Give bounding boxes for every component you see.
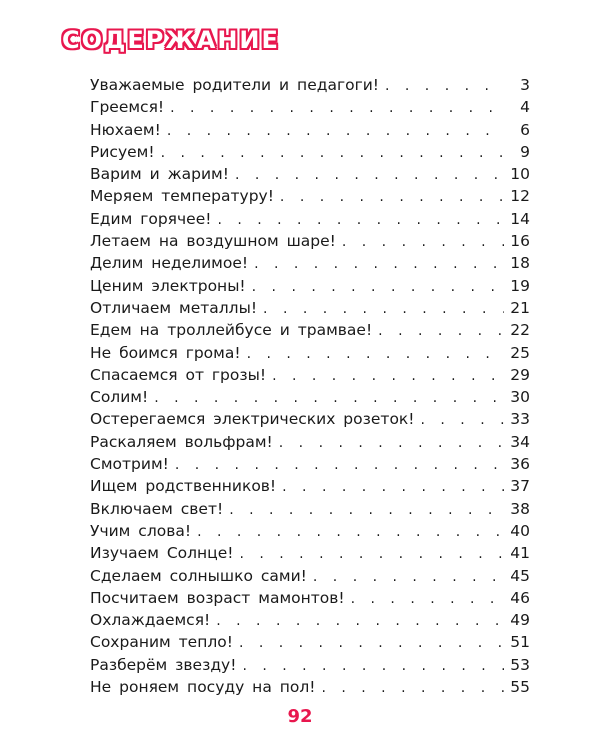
toc-entry-page: 30 [510,388,530,407]
toc-entry-title: Варим и жарим! [90,165,229,184]
dot-leader [421,409,505,431]
toc-entry-title: Не боимся грома! [90,343,241,362]
dot-leader [216,610,504,632]
toc-entry-page: 51 [510,633,530,652]
table-of-contents [90,74,530,698]
toc-entry-page: 16 [510,232,530,251]
toc-entry [90,520,530,542]
toc-entry [90,498,530,520]
toc-entry-title: Сохраним тепло! [90,633,233,652]
toc-entry [90,74,530,96]
dot-leader [161,142,504,164]
toc-entry-title: Сделаем солнышко сами! [90,566,307,585]
toc-entry-title: Остерегаемся электрических розеток! [90,410,415,429]
dot-leader [378,320,504,342]
toc-entry [90,119,530,141]
toc-entry-title: Греемся! [90,98,165,117]
toc-entry-title: Раскаляем вольфрам! [90,432,273,451]
toc-entry-title: Включаем свет! [90,499,224,518]
page-title [62,26,280,54]
dot-leader [247,343,504,365]
toc-entry-title: Отличаем металлы! [90,298,258,317]
toc-entry-page: 4 [520,98,530,117]
dot-leader [239,632,504,654]
dot-leader [242,655,504,677]
toc-entry-title: Рисуем! [90,142,155,161]
toc-entry [90,676,530,698]
dot-leader [263,298,504,320]
toc-entry-page: 9 [520,142,530,161]
toc-entry-page: 38 [510,499,530,518]
dot-leader [229,499,504,521]
toc-entry [90,587,530,609]
page-title-text: СОДЕРЖАНИЕ [62,26,280,54]
toc-entry [90,275,530,297]
toc-entry [90,252,530,274]
toc-entry-title: Меряем температуру! [90,187,274,206]
toc-entry [90,609,530,631]
toc-entry-page: 22 [510,321,530,340]
dot-leader [321,677,504,699]
toc-entry-page: 55 [510,678,530,697]
toc-entry-title: Спасаемся от грозы! [90,365,267,384]
toc-entry-title: Ценим электроны! [90,276,246,295]
dot-leader [175,454,504,476]
dot-leader [235,164,504,186]
toc-entry-page: 12 [510,187,530,206]
toc-entry-page: 34 [510,432,530,451]
toc-entry-page: 18 [510,254,530,273]
toc-entry-title: Делим неделимое! [90,254,249,273]
toc-entry-page: 40 [510,521,530,540]
dot-leader [351,588,504,610]
dot-leader [154,387,504,409]
toc-entry [90,163,530,185]
toc-entry-title: Разберём звезду! [90,655,237,674]
toc-entry [90,185,530,207]
toc-entry [90,475,530,497]
dot-leader [254,253,504,275]
toc-entry-title: Солим! [90,388,149,407]
toc-entry [90,319,530,341]
toc-entry-title: Посчитаем возраст мамонтов! [90,588,345,607]
toc-entry-page: 14 [510,209,530,228]
toc-entry-title: Учим слова! [90,521,192,540]
toc-entry-title: Нюхаем! [90,120,161,139]
toc-entry-title: Смотрим! [90,455,169,474]
toc-entry-page: 41 [510,544,530,563]
toc-entry-page: 45 [510,566,530,585]
dot-leader [272,365,504,387]
toc-entry-page: 10 [510,165,530,184]
dot-leader [217,209,504,231]
toc-entry [90,408,530,430]
dot-leader [282,476,504,498]
dot-leader [197,521,504,543]
dot-leader [239,543,504,565]
toc-entry-page: 36 [510,455,530,474]
toc-entry [90,342,530,364]
toc-entry [90,141,530,163]
toc-entry-page: 25 [510,343,530,362]
toc-entry [90,654,530,676]
dot-leader [313,566,504,588]
toc-entry-page: 29 [510,365,530,384]
toc-entry-title: Едем на троллейбусе и трамвае! [90,321,373,340]
toc-entry-page: 3 [520,76,530,94]
toc-entry-page: 33 [510,410,530,429]
dot-leader [280,186,504,208]
toc-entry [90,631,530,653]
toc-entry [90,96,530,118]
dot-leader [279,432,504,454]
toc-entry [90,230,530,252]
toc-entry-title: Едим горячее! [90,209,212,228]
dot-leader [252,276,504,298]
toc-entry [90,565,530,587]
toc-entry-title: Летаем на воздушном шаре! [90,232,336,251]
toc-entry-page: 6 [520,120,530,139]
toc-entry-title: Не роняем посуду на пол! [90,678,316,697]
toc-entry-title: Охлаждаемся! [90,611,211,630]
toc-entry [90,431,530,453]
toc-entry-title: Ищем родственников! [90,477,277,496]
dot-leader [385,75,504,97]
toc-entry [90,542,530,564]
dot-leader [167,120,504,142]
toc-entry-page: 19 [510,276,530,295]
toc-entry-page: 49 [510,611,530,630]
toc-entry [90,364,530,386]
toc-entry-page: 53 [510,655,530,674]
dot-leader [342,231,504,253]
toc-entry-title: Изучаем Солнце! [90,544,234,563]
dot-leader [170,97,504,119]
toc-entry-page: 37 [510,477,530,496]
toc-entry-title: Уважаемые родители и педагоги! [90,76,379,94]
toc-entry-page: 21 [510,298,530,317]
toc-entry [90,386,530,408]
toc-entry-page: 46 [510,588,530,607]
toc-entry [90,297,530,319]
toc-entry [90,453,530,475]
page-number: 92 [287,706,313,727]
toc-entry [90,208,530,230]
